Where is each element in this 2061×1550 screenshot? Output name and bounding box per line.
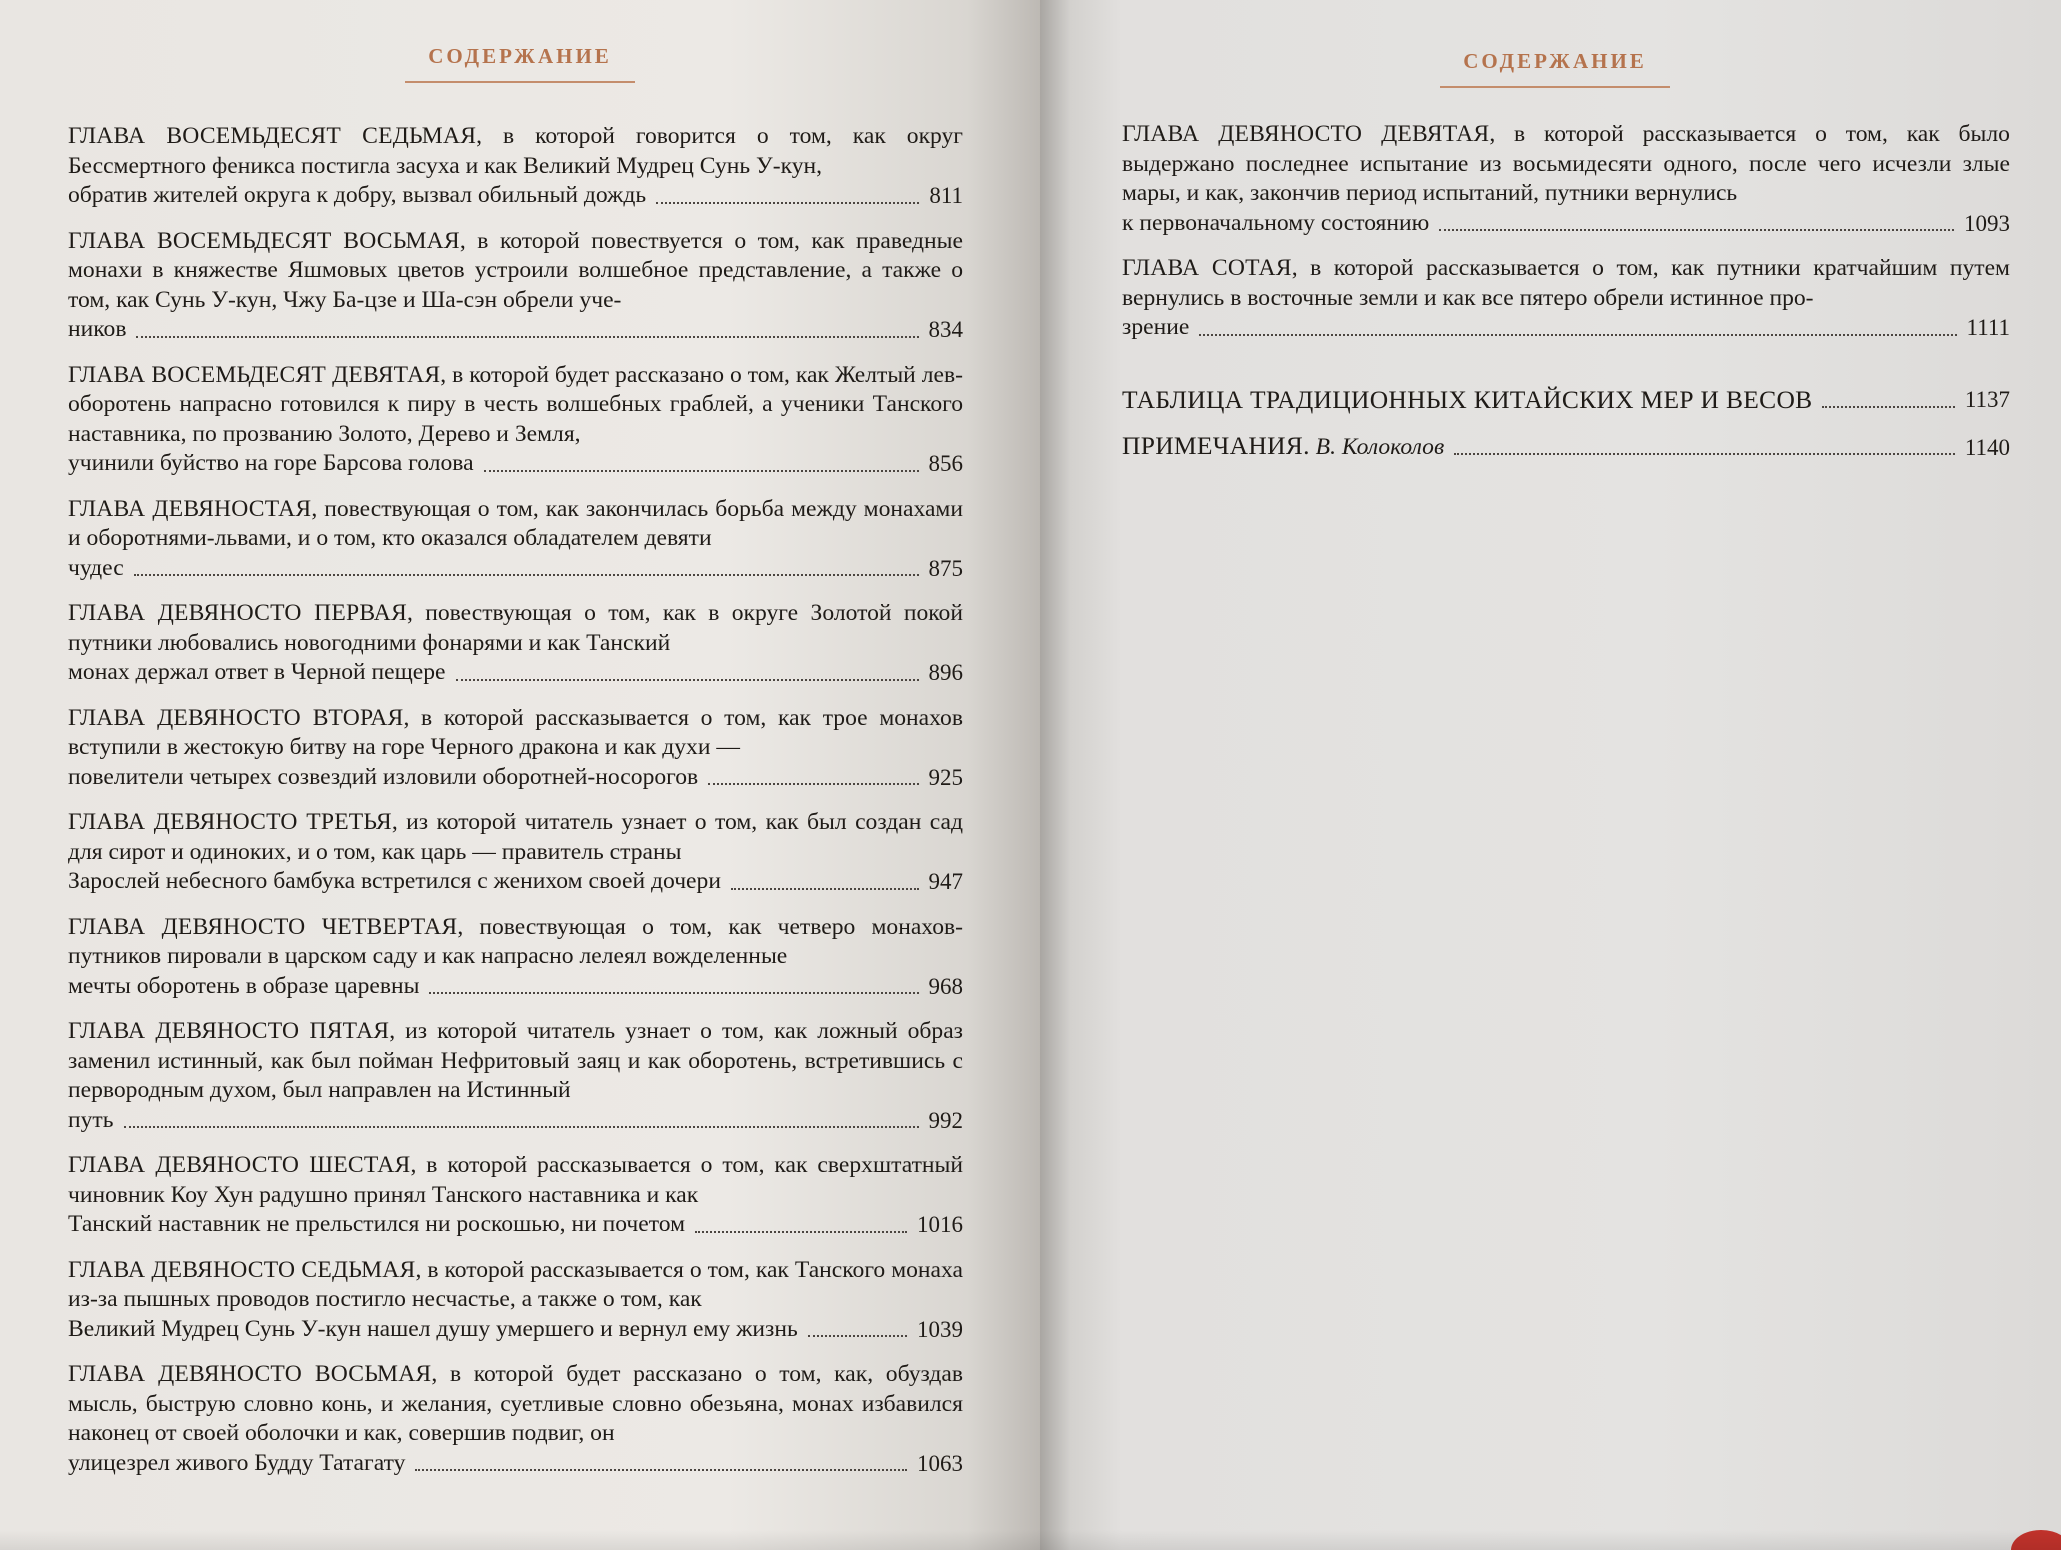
toc-entry[interactable] [1122,120,2010,238]
entry-title: ГЛАВА ДЕВЯНОСТО ПЕРВАЯ [68,600,407,626]
entry-last-line [68,1315,963,1345]
leader-dots [808,1334,907,1337]
toc-entry[interactable] [68,704,963,793]
entry-text: , повествующая о том, как закончилась борьба между монахами и оборотнями-львами, и о том, кто оказался обладателем девяти [68,495,963,551]
entry-title: ГЛАВА ДЕВЯНОСТАЯ [68,495,312,522]
entry-last-line [68,554,963,584]
entry-title: ГЛАВА ДЕВЯНОСТО ВОСЬМАЯ [68,1361,432,1387]
page-number: 875 [928,555,963,581]
toc-entry[interactable] [68,495,963,584]
entry-last-line [1122,209,2010,239]
leader-dots [1822,405,1954,408]
toc-entry[interactable] [68,808,963,897]
entry-last-text: к первоначальному состоянию [1122,209,1430,236]
leader-dots [415,1468,907,1471]
left-page-header [405,44,635,83]
toc-list-right [1122,120,2010,359]
entry-text: , в которой рассказывается о том, как сверхштатный чиновник Коу Хун радушно принял Танского наставника и как [68,1152,963,1208]
entry-body [68,705,963,761]
toc-entry[interactable] [68,1360,963,1478]
entry-body [68,362,963,447]
leader-dots [124,1125,919,1128]
toc-entry-notes[interactable] [1122,431,2010,463]
leader-dots [429,991,918,994]
entry-title: ГЛАВА ДЕВЯНОСТО ШЕСТАЯ [68,1152,411,1178]
entry-body [68,228,963,313]
entry-body [68,496,963,552]
page-number: 856 [928,451,963,476]
entry-last-line [68,658,963,688]
entry-body [68,809,963,865]
entry-body [68,1257,963,1313]
page-number: 1111 [1966,315,2010,340]
entry-last-line [68,867,963,897]
entry-title: ПРИМЕЧАНИЯ. [1122,430,1310,460]
header-title: СОДЕРЖАНИЕ [1463,49,1647,73]
entry-text: , в которой рассказывается о том, как Танского монаха из-за пышных проводов постигло несчастье, а также о том, как [68,1256,963,1312]
entry-text: , в которой рассказывается о том, как трое монахов вступили в жестокую битву на горе Черного дракона и как духи — [68,704,963,760]
entry-author: В. Колоколов [1315,433,1445,460]
entry-title: ТАБЛИЦА ТРАДИЦИОННЫХ КИТАЙСКИХ МЕР И ВЕСОВ [1122,385,1813,414]
toc-entry[interactable] [68,227,963,345]
entry-title: ГЛАВА ВОСЕМЬДЕСЯТ ВОСЬМАЯ [68,227,460,254]
leader-dots [695,1230,907,1233]
toc-entry[interactable] [68,122,963,211]
page-number: 992 [928,1107,963,1133]
entry-last-line [68,181,963,211]
entry-body [68,1361,963,1446]
toc-entry[interactable] [68,361,963,479]
entry-body [68,600,963,656]
page-number: 925 [928,764,963,790]
entry-last-text: ников [68,316,127,342]
entry-body [68,1152,963,1208]
entry-last-line [68,1449,963,1479]
toc-entry-table[interactable] [1122,385,2010,415]
entry-last-text: чудес [68,554,124,581]
toc-entry[interactable] [68,599,963,688]
leader-dots [456,678,919,681]
entry-last-line [68,315,963,345]
entry-body [68,123,963,179]
bottom-shadow [0,1530,2061,1550]
entry-last-text: улицезрел живого Будду Татагату [68,1449,406,1476]
entry-text: , повествующая о том, как в округе Золотой покой путники любовались новогодними фонарями и как Танский [68,600,963,656]
leader-dots [1439,228,1954,231]
leader-dots [731,887,919,890]
right-page [1040,0,2061,1550]
page-number: 1063 [917,1450,963,1476]
entry-last-text: путь [68,1106,114,1133]
toc-entry[interactable] [68,1256,963,1345]
toc-entry[interactable] [68,913,963,1002]
entry-title: ГЛАВА ДЕВЯНОСТО ВТОРАЯ [68,704,404,731]
entry-title: ГЛАВА ДЕВЯНОСТО СЕДЬМАЯ [68,1256,416,1283]
entry-body [1122,121,2010,206]
entry-last-text: Танский наставник не прельстился ни роскошью, ни почетом [68,1211,686,1237]
entry-body [68,1018,963,1103]
entry-title: ГЛАВА ВОСЕМЬДЕСЯТ ДЕВЯТАЯ [68,361,441,388]
entry-text: , в которой говорится о том, как округ Бессмертного феникса постигла засуха и как Великий Мудрец Сунь У-кун, [68,123,963,179]
entry-last-line [1122,313,2010,343]
page-number: 896 [928,660,963,685]
toc-entry[interactable] [68,1017,963,1135]
toc-entry[interactable] [68,1151,963,1240]
entry-text: , в которой повествуется о том, как праведные монахи в княжестве Яшмовых цветов устроили волшебное представление, а также о том, как Сунь У-кун, Чжу Ба-цзе и Ша-сэн обрели уче- [68,227,963,313]
leader-dots [656,201,919,204]
page-number: 1140 [1964,434,2010,460]
toc-entry[interactable] [1122,254,2010,343]
leader-dots [1454,452,1955,455]
entry-text: , в которой рассказывается о том, как путники кратчайшим путем вернулись в восточные земли и как все пятеро обрели истинное про- [1122,255,2010,311]
entry-text: , в которой будет рассказано о том, как Желтый лев-оборотень напрасно готовился к пиру в честь волшебных граблей, а ученики Танского наставника, по прозванию Золото, Дерево и Земля, [68,361,963,447]
leader-dots [134,573,919,576]
page-number: 1039 [917,1316,963,1342]
page-number: 811 [929,183,963,208]
entry-title: ГЛАВА ВОСЕМЬДЕСЯТ СЕДЬМАЯ [68,123,477,149]
entry-last-text: монах держал ответ в Черной пещере [68,659,446,685]
entry-title: ГЛАВА СОТАЯ [1122,255,1292,281]
page-number: 1016 [917,1212,963,1237]
leader-dots [136,335,918,338]
entry-text: , из которой читатель узнает о том, как был создан сад для сирот и одиноких, и о том, как царь — правитель страны [68,809,963,865]
header-rule [1440,86,1670,88]
leader-dots [1199,333,1956,336]
entry-last-text: зрение [1122,314,1190,340]
entry-last-text: учинили буйство на горе Барсова голова [68,450,474,476]
header-rule [405,81,635,83]
entry-text: , из которой читатель узнает о том, как ложный образ заменил истинный, как был пойман Нефритовый заяц и как оборотень, встретившись с первородным духом, был направлен на Истинный [68,1018,963,1103]
entry-last-line [68,763,963,793]
leader-dots [484,469,919,472]
entry-title: ГЛАВА ДЕВЯНОСТО ТРЕТЬЯ [68,809,392,835]
entry-last-text: Зарослей небесного бамбука встретился с женихом своей дочери [68,868,721,894]
entry-title: ГЛАВА ДЕВЯНОСТО ДЕВЯТАЯ [1122,121,1490,147]
entry-last-text: повелители четырех созвездий изловили оборотней-носорогов [68,763,699,790]
entry-last-text: мечты оборотень в образе царевны [68,972,420,999]
entry-text: , повествующая о том, как четверо монахов-путников пировали в царском саду и как напрасно лелеял вожделенные [68,913,963,969]
page-number: 834 [928,317,963,342]
leader-dots [708,782,918,785]
toc-extra [1122,385,2010,478]
entry-body [1122,255,2010,311]
entry-text: , в которой рассказывается о том, как было выдержано последнее испытание из восьмидесяти одного, после чего исчезли злые мары, и как, закончив период испытаний, путники вернулись [1122,121,2010,206]
entry-title: ГЛАВА ДЕВЯНОСТО ПЯТАЯ [68,1018,390,1044]
page-number: 947 [928,869,963,894]
page-number: 968 [928,973,963,999]
entry-title: ГЛАВА ДЕВЯНОСТО ЧЕТВЕРТАЯ [68,913,458,940]
entry-last-text: Великий Мудрец Сунь У-кун нашел душу умершего и вернул ему жизнь [68,1315,798,1342]
page-number: 1093 [1964,210,2010,236]
entry-last-line [68,1210,963,1240]
entry-last-line [68,1106,963,1136]
entry-last-line [68,449,963,479]
entry-last-line [68,972,963,1002]
entry-text: , в которой будет рассказано о том, как, обуздав мысль, быструю словно конь, и желания, суетливые словно обезьяна, монах избавился наконец от своей оболочки и как, совершив подвиг, он [68,1361,963,1446]
page-number: 1137 [1964,387,2010,412]
right-page-header [1440,49,1670,88]
entry-last-text: обратив жителей округа к добру, вызвал обильный дождь [68,182,647,208]
entry-body [68,914,963,970]
toc-list-left [68,122,963,1494]
header-title: СОДЕРЖАНИЕ [428,44,612,68]
